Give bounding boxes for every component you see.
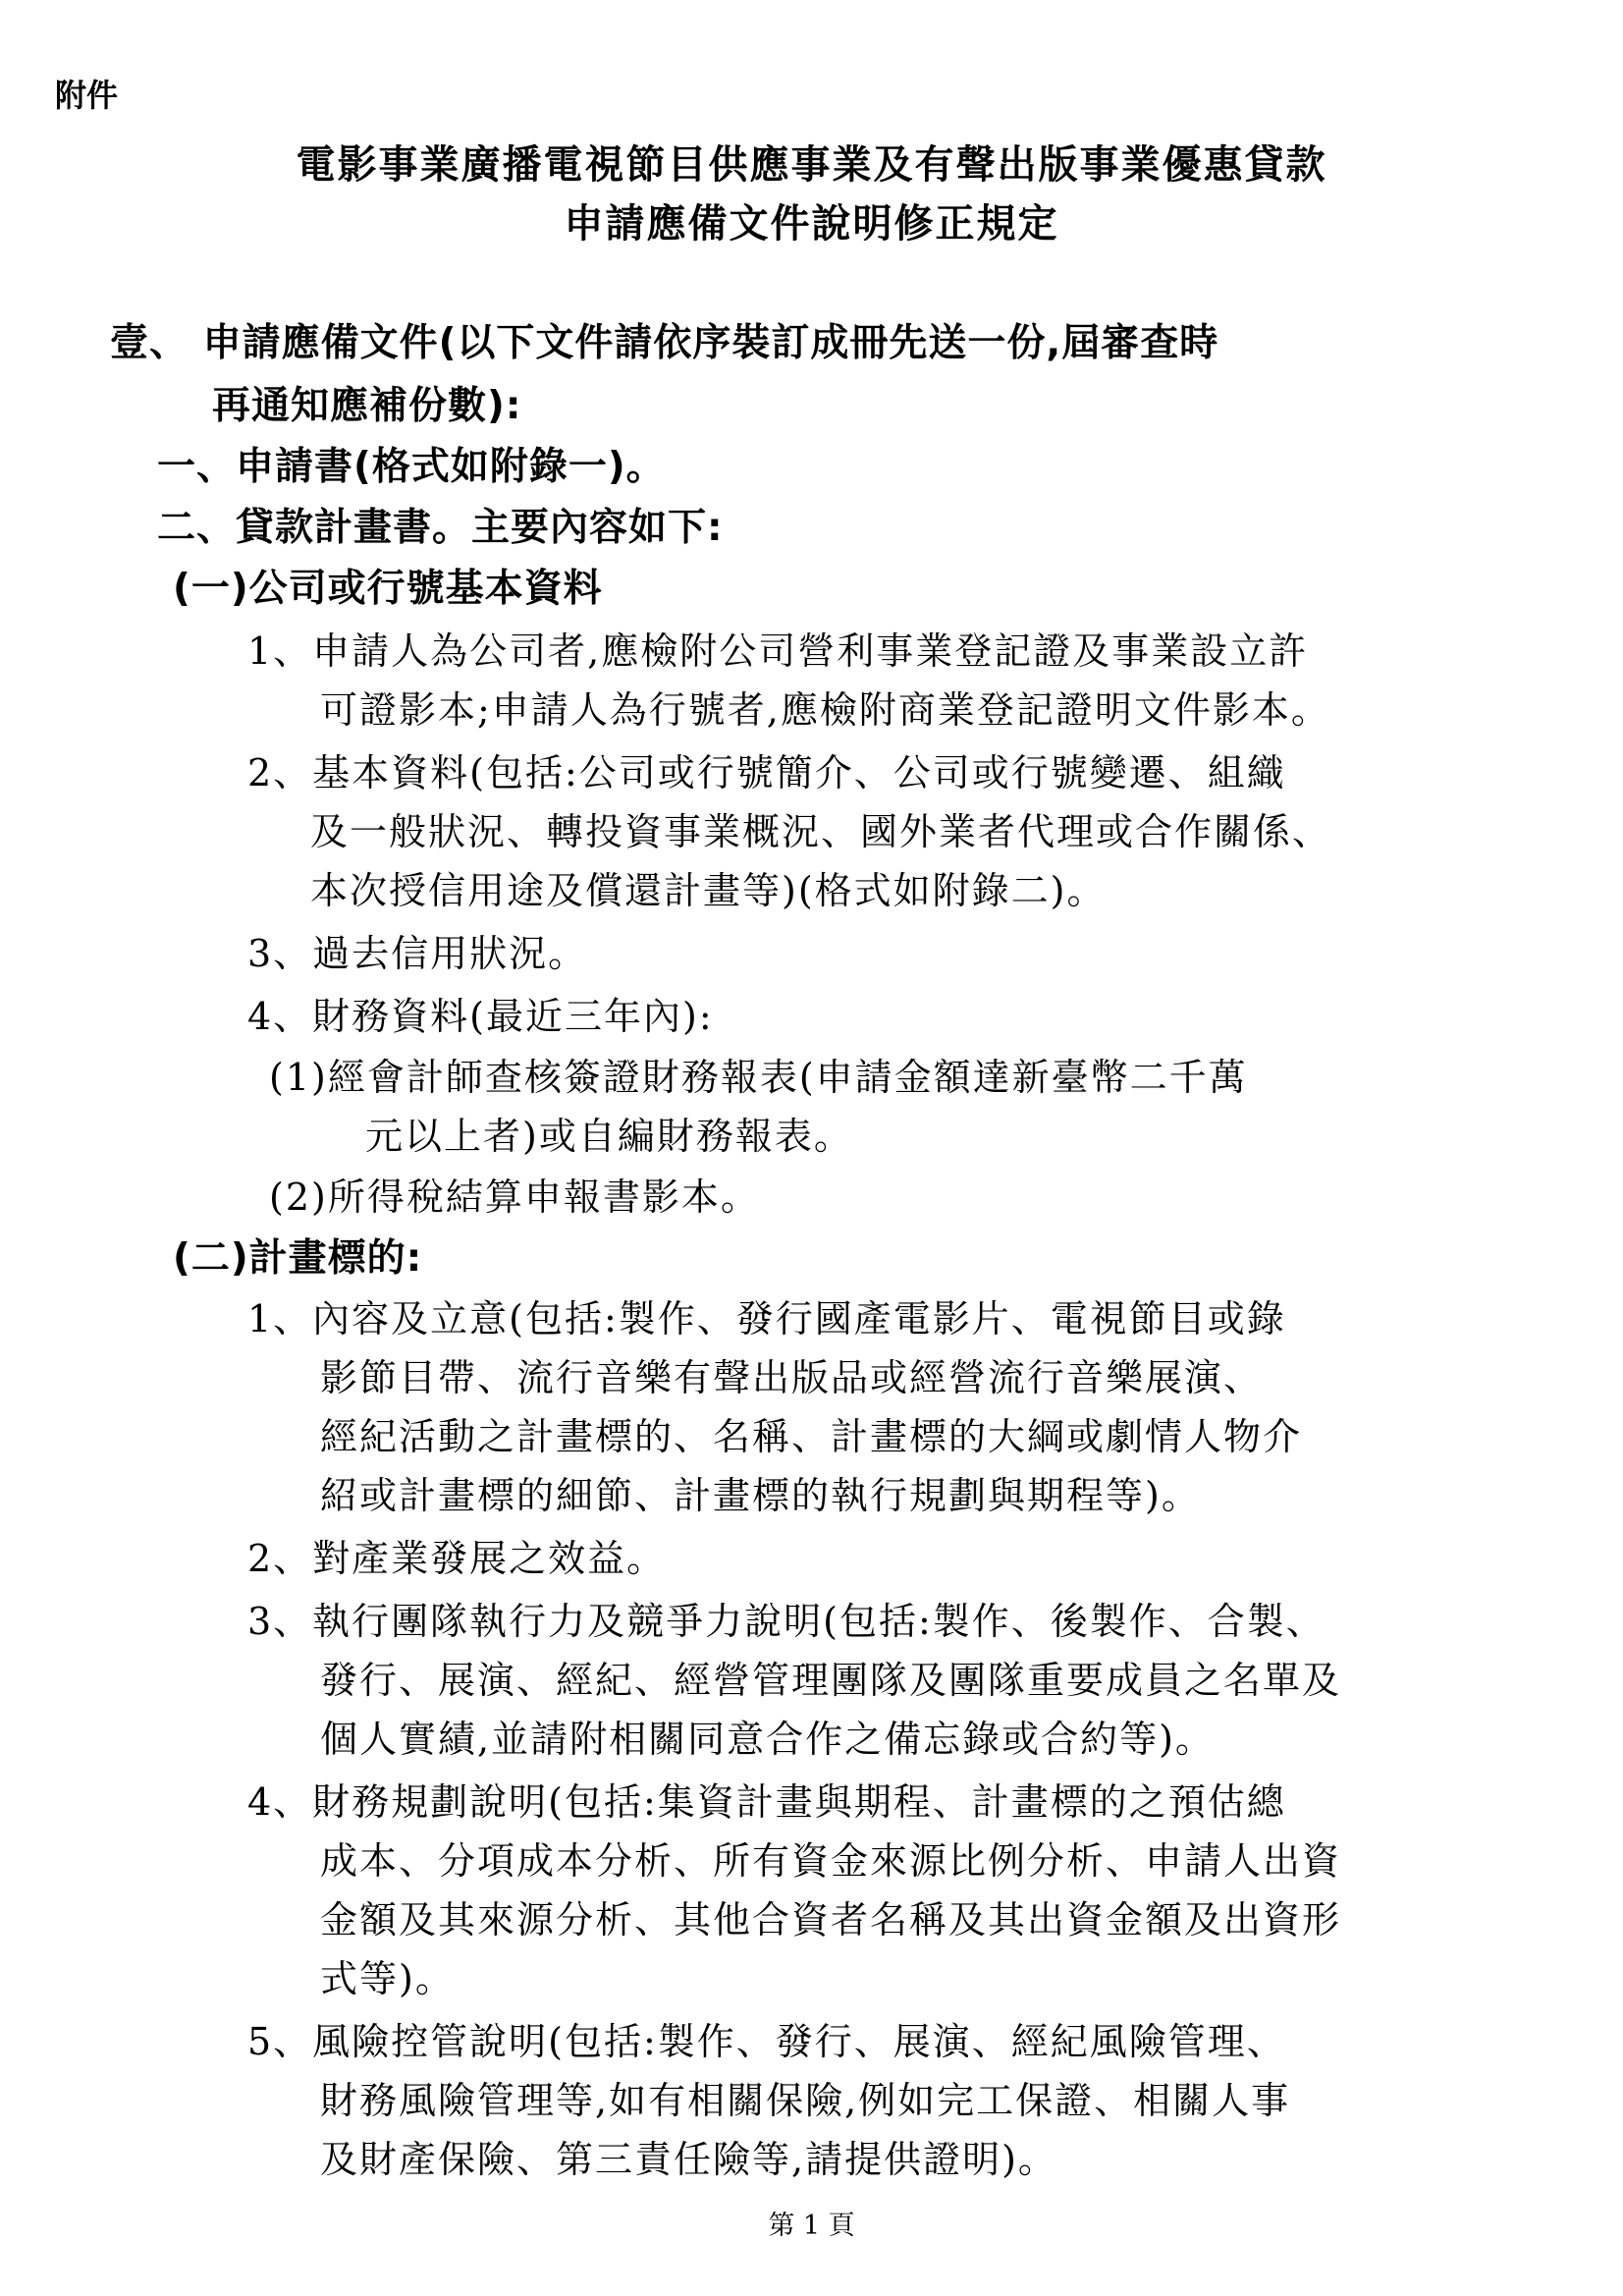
item-loan-plan: 二、貸款計畫書。主要內容如下: [157, 506, 724, 550]
title-line-2: 申請應備文件說明修正規定 [564, 201, 1059, 246]
plan-target-p3-line-3: 個人實績,並請附相關同意合作之備忘錄或合約等)。 [320, 1718, 1215, 1761]
plan-target-p3-line-1: 3、執行團隊執行力及競爭力說明(包括:製作、後製作、合製、 [247, 1600, 1325, 1643]
plan-target-p1-line-1: 1、內容及立意(包括:製作、發行國產電影片、電視節目或錄 [247, 1297, 1286, 1340]
item-application-form: 一、申請書(格式如附錄一)。 [157, 445, 666, 489]
subsection-company-info-heading: (一)公司或行號基本資料 [173, 567, 603, 611]
plan-target-p4-line-3: 金額及其來源分析、其他合資者名稱及其出資金額及出資形 [320, 1898, 1342, 1941]
company-info-p3: 3、過去信用狀況。 [247, 932, 588, 975]
plan-target-p2: 2、對產業發展之效益。 [247, 1537, 667, 1580]
financial-item-1-line-2: 元以上者)或自編財務報表。 [365, 1115, 853, 1158]
company-info-p4: 4、財務資料(最近三年內): [247, 995, 714, 1038]
plan-target-p5-line-2: 財務風險管理等,如有相關保險,例如完工保證、相關人事 [320, 2079, 1291, 2122]
plan-target-p4-line-2: 成本、分項成本分析、所有資金來源比例分析、申請人出資 [320, 1839, 1342, 1883]
section-heading-line-2: 再通知應補份數): [212, 384, 522, 428]
company-info-p1-line-1: 1、申請人為公司者,應檢附公司營利事業登記證及事業設立許 [247, 629, 1309, 673]
company-info-p2-line-1: 2、基本資料(包括:公司或行號簡介、公司或行號變遷、組織 [247, 751, 1286, 794]
page-number: 第 1 頁 [768, 2211, 855, 2241]
plan-target-p1-line-4: 紹或計畫標的細節、計畫標的執行規劃與期程等)。 [320, 1474, 1201, 1517]
subsection-plan-target-heading: (二)計畫標的: [173, 1236, 423, 1281]
section-heading-line-1: 壹、 申請應備文件(以下文件請依序裝訂成冊先送一份,屆審查時 [110, 321, 1219, 365]
plan-target-p5-line-1: 5、風險控管說明(包括:製作、發行、展演、經紀風險管理、 [247, 2020, 1286, 2063]
plan-target-p1-line-3: 經紀活動之計畫標的、名稱、計畫標的大綱或劇情人物介 [320, 1415, 1303, 1458]
attachment-label: 附件 [55, 77, 119, 114]
financial-item-2: (2)所得稅結算申報書影本。 [269, 1175, 760, 1219]
company-info-p2-line-2: 及一般狀況、轉投資事業概況、國外業者代理或合作關係、 [310, 810, 1332, 853]
plan-target-p4-line-4: 式等)。 [320, 1957, 455, 2000]
plan-target-p3-line-2: 發行、展演、經紀、經營管理團隊及團隊重要成員之名單及 [320, 1659, 1342, 1702]
plan-target-p5-line-3: 及財產保險、第三責任險等,請提供證明)。 [320, 2138, 1057, 2181]
financial-item-1-line-1: (1)經會計師查核簽證財務報表(申請金額達新臺幣二千萬 [269, 1056, 1248, 1099]
plan-target-p1-line-2: 影節目帶、流行音樂有聲出版品或經營流行音樂展演、 [320, 1356, 1264, 1399]
plan-target-p4-line-1: 4、財務規劃說明(包括:集資計畫與期程、計畫標的之預估總 [247, 1780, 1286, 1824]
company-info-p2-line-3: 本次授信用途及償還計畫等)(格式如附錄二)。 [310, 869, 1107, 912]
title-line-1: 電影事業廣播電視節目供應事業及有聲出版事業優惠貸款 [296, 142, 1327, 188]
company-info-p1-line-2: 可證影本;申請人為行號者,應檢附商業登記證明文件影本。 [320, 688, 1330, 732]
